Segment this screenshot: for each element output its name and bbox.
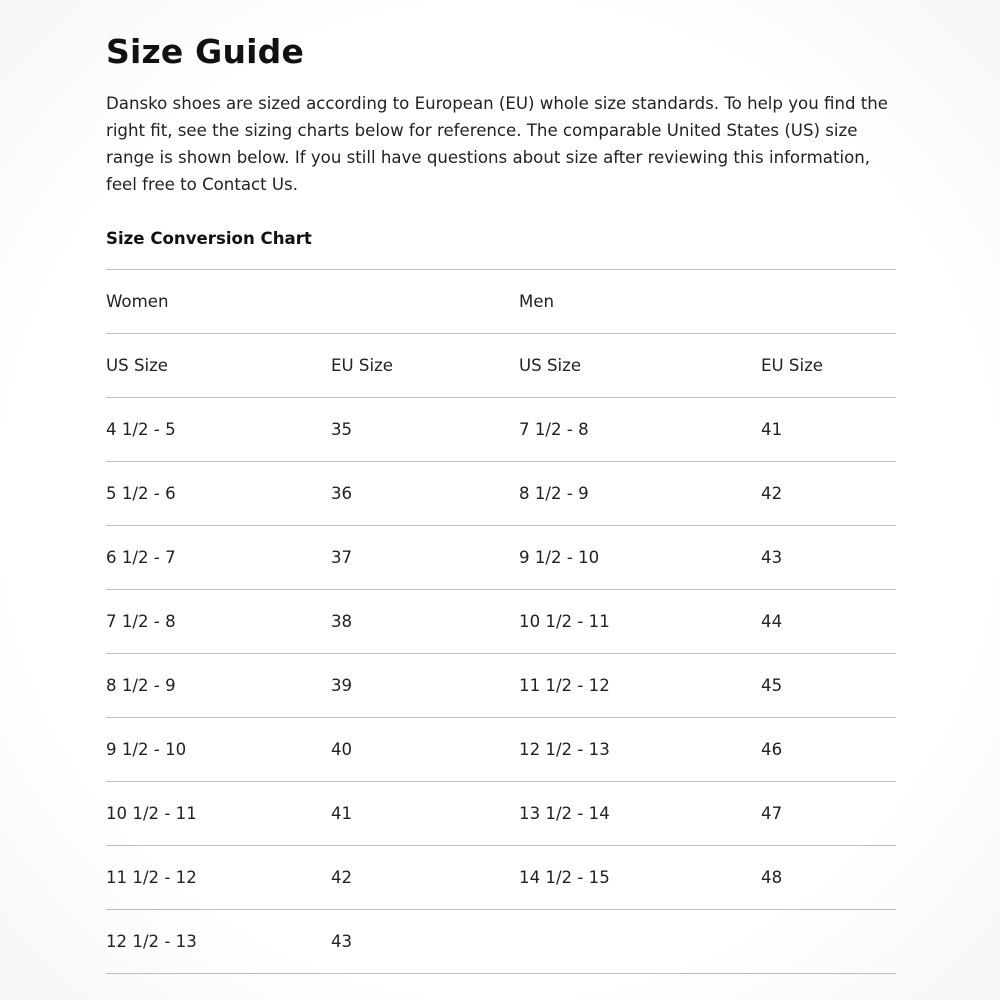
women-us-size-cell: 8 1/2 - 9 (106, 654, 331, 718)
women-us-size-cell: 5 1/2 - 6 (106, 462, 331, 526)
women-eu-size-cell: 35 (331, 398, 519, 462)
men-group-header: Men (519, 270, 896, 334)
women-us-size-header: US Size (106, 334, 331, 398)
women-eu-size-cell: 37 (331, 526, 519, 590)
table-row (106, 526, 896, 590)
table-row (106, 846, 896, 910)
men-eu-size-cell (761, 910, 896, 974)
men-us-size-cell: 13 1/2 - 14 (519, 782, 761, 846)
table-row (106, 590, 896, 654)
men-eu-size-cell: 43 (761, 526, 896, 590)
men-us-size-cell (519, 910, 761, 974)
size-conversion-table (106, 269, 896, 974)
table-row (106, 782, 896, 846)
table-row (106, 398, 896, 462)
men-eu-size-cell: 47 (761, 782, 896, 846)
women-us-size-cell: 7 1/2 - 8 (106, 590, 331, 654)
women-us-size-cell: 4 1/2 - 5 (106, 398, 331, 462)
men-us-size-cell: 11 1/2 - 12 (519, 654, 761, 718)
group-header-row (106, 270, 896, 334)
women-us-size-cell: 6 1/2 - 7 (106, 526, 331, 590)
women-eu-size-cell: 43 (331, 910, 519, 974)
women-us-size-cell: 11 1/2 - 12 (106, 846, 331, 910)
table-row (106, 654, 896, 718)
men-us-size-cell: 8 1/2 - 9 (519, 462, 761, 526)
table-row (106, 718, 896, 782)
men-us-size-cell: 10 1/2 - 11 (519, 590, 761, 654)
women-eu-size-cell: 36 (331, 462, 519, 526)
men-eu-size-cell: 45 (761, 654, 896, 718)
women-eu-size-header: EU Size (331, 334, 519, 398)
men-eu-size-cell: 42 (761, 462, 896, 526)
men-eu-size-header: EU Size (761, 334, 896, 398)
men-eu-size-cell: 46 (761, 718, 896, 782)
women-us-size-cell: 12 1/2 - 13 (106, 910, 331, 974)
men-us-size-cell: 7 1/2 - 8 (519, 398, 761, 462)
column-header-row (106, 334, 896, 398)
men-us-size-cell: 14 1/2 - 15 (519, 846, 761, 910)
page-title: Size Guide (106, 32, 305, 71)
men-us-size-header: US Size (519, 334, 761, 398)
chart-title: Size Conversion Chart (106, 229, 312, 248)
men-us-size-cell: 12 1/2 - 13 (519, 718, 761, 782)
men-eu-size-cell: 44 (761, 590, 896, 654)
women-group-header: Women (106, 270, 519, 334)
women-eu-size-cell: 40 (331, 718, 519, 782)
women-eu-size-cell: 38 (331, 590, 519, 654)
women-eu-size-cell: 39 (331, 654, 519, 718)
women-us-size-cell: 10 1/2 - 11 (106, 782, 331, 846)
table-row (106, 462, 896, 526)
men-eu-size-cell: 41 (761, 398, 896, 462)
intro-paragraph: Dansko shoes are sized according to European (EU) whole size standards. To help you find the right fit, see the sizing charts below for reference. The comparable United States (US) size range is shown below. If you still have questions about size after reviewing this information, feel free to Contact Us. (106, 94, 888, 194)
men-us-size-cell: 9 1/2 - 10 (519, 526, 761, 590)
women-eu-size-cell: 41 (331, 782, 519, 846)
men-eu-size-cell: 48 (761, 846, 896, 910)
table-row (106, 910, 896, 974)
women-us-size-cell: 9 1/2 - 10 (106, 718, 331, 782)
size-guide-content (106, 30, 898, 974)
women-eu-size-cell: 42 (331, 846, 519, 910)
